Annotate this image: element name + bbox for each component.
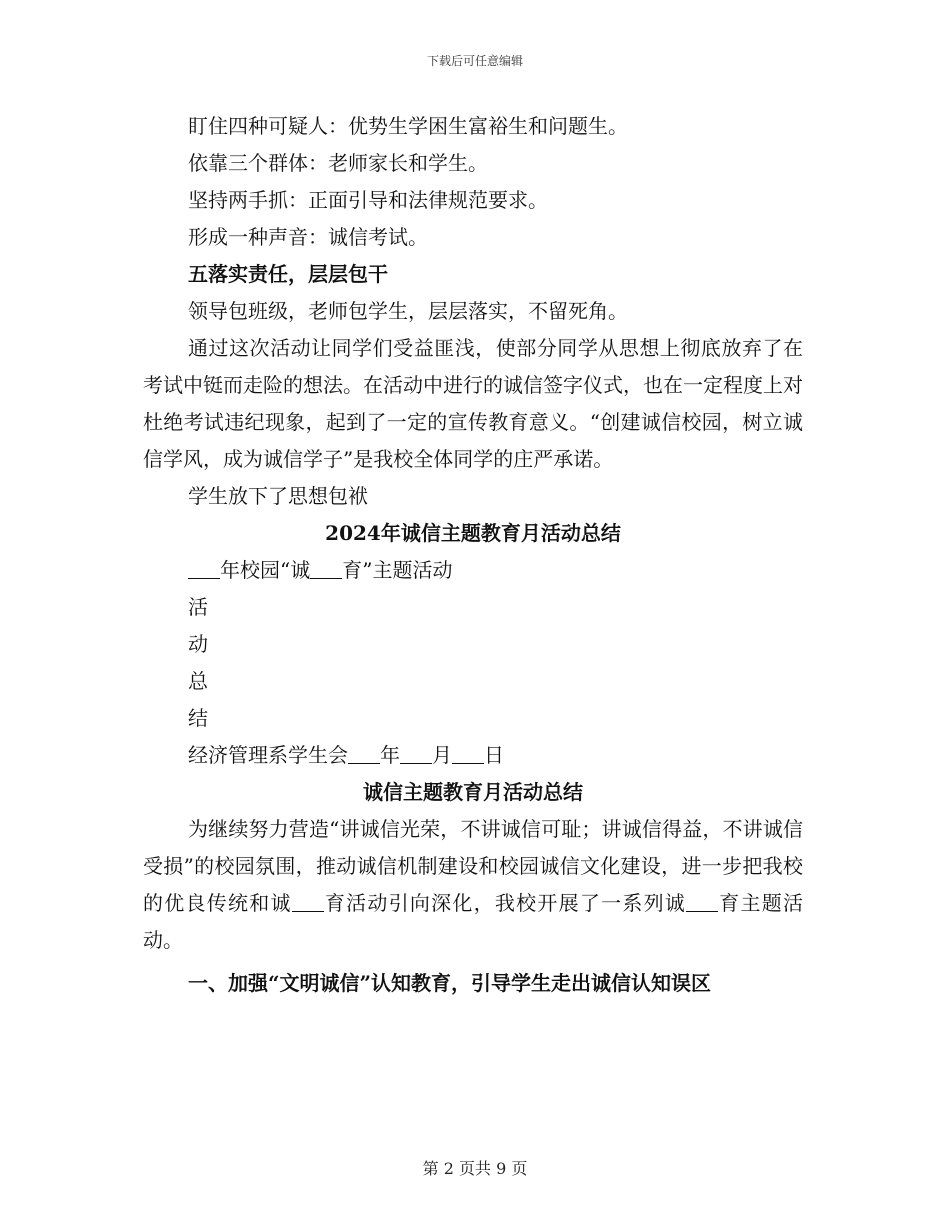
vertical-char: 结	[188, 706, 208, 730]
paragraph: 通过这次活动让同学们受益匪浅，使部分同学从思想上彻底放弃了在考试中铤而走险的想法。在活动中进行的诚信签字仪式，也在一定程度上对杜绝考试违纪现象，起到了一定的宣传教育意义。“创建诚信校园，树立诚信学风，成为诚信学子”是我校全体同学的庄严承诺。	[143, 336, 803, 471]
text-line-with-blanks: 年校园“诚 育”主题活动	[143, 552, 803, 589]
document-title: 2024年诚信主题教育月活动总结	[325, 521, 621, 545]
fill-blank	[400, 745, 432, 764]
section-heading: 一、加强“文明诚信”认知教育，引导学生走出诚信认知误区	[188, 971, 712, 995]
section-heading: 五落实责任，层层包干	[188, 262, 388, 286]
fill-blank	[686, 893, 718, 912]
signature-date-line: 经济管理系学生会 年 月 日	[188, 743, 504, 767]
fill-blank	[452, 745, 484, 764]
fill-blank	[310, 560, 342, 579]
text-line: 学生放下了思想包袱	[188, 484, 368, 508]
text-line: 形成一种声音：诚信考试。	[188, 225, 428, 249]
fill-blank	[292, 893, 324, 912]
vertical-char: 动	[188, 632, 208, 656]
fill-blank	[188, 560, 220, 579]
page-header: 下载后可任意编辑	[426, 54, 523, 68]
vertical-char: 活	[188, 595, 208, 619]
text-line: 盯住四种可疑人：优势生学困生富裕生和问题生。	[188, 114, 628, 138]
page-footer: 第 2 页共 9 页	[422, 1159, 528, 1178]
document-body	[143, 108, 803, 1002]
text-line: 坚持两手抓：正面引导和法律规范要求。	[188, 188, 548, 212]
text-line: 领导包班级，老师包学生，层层落实，不留死角。	[188, 299, 628, 323]
text-line: 依靠三个群体：老师家长和学生。	[188, 151, 488, 175]
fill-blank	[348, 745, 380, 764]
vertical-char: 总	[188, 669, 208, 693]
paragraph: 为继续努力营造“讲诚信光荣，不讲诚信可耻；讲诚信得益，不讲诚信受损”的校园氛围，推动诚信机制建设和校园诚信文化建设，进一步把我校的优良传统和诚 育活动引向深化，我校开展了一系列诚 育主题活动。	[143, 817, 804, 952]
section-title: 诚信主题教育月活动总结	[363, 780, 583, 804]
